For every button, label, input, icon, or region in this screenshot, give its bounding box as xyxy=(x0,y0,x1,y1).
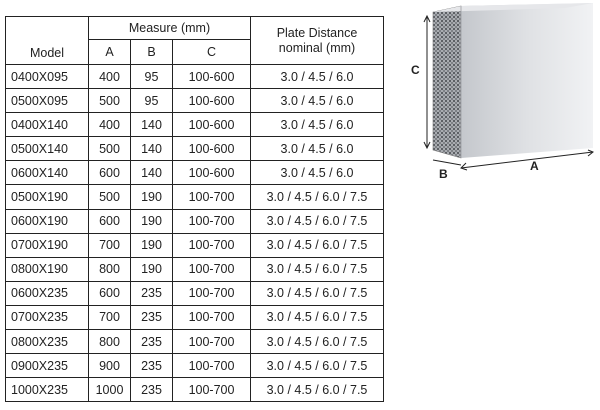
cell-plate: 3.0 / 4.5 / 6.0 xyxy=(251,161,384,185)
cell-model: 0700X235 xyxy=(6,305,89,329)
cell-model: 1000X235 xyxy=(6,378,89,402)
cell-a: 700 xyxy=(89,233,131,257)
table-row xyxy=(6,257,384,281)
cell-a: 600 xyxy=(89,209,131,233)
header-c: C xyxy=(173,40,251,65)
table-row xyxy=(6,65,384,89)
header-model: Model xyxy=(6,17,89,65)
cell-a: 600 xyxy=(89,161,131,185)
exchanger-body xyxy=(433,3,593,158)
cell-b: 235 xyxy=(131,281,173,305)
cell-model: 0700X190 xyxy=(6,233,89,257)
cell-a: 900 xyxy=(89,354,131,378)
cell-model: 0600X235 xyxy=(6,281,89,305)
cell-plate: 3.0 / 4.5 / 6.0 xyxy=(251,89,384,113)
cell-a: 500 xyxy=(89,89,131,113)
cell-a: 500 xyxy=(89,137,131,161)
cell-model: 0500X095 xyxy=(6,89,89,113)
table-row xyxy=(6,330,384,354)
cell-a: 800 xyxy=(89,330,131,354)
cell-a: 800 xyxy=(89,257,131,281)
cell-c: 100-700 xyxy=(173,378,251,402)
cell-b: 140 xyxy=(131,137,173,161)
cell-c: 100-700 xyxy=(173,233,251,257)
table-row xyxy=(6,137,384,161)
cell-a: 600 xyxy=(89,281,131,305)
cell-model: 0900X235 xyxy=(6,354,89,378)
header-plate-distance xyxy=(251,17,384,65)
cell-plate: 3.0 / 4.5 / 6.0 / 7.5 xyxy=(251,305,384,329)
table-body xyxy=(6,65,384,402)
cell-plate: 3.0 / 4.5 / 6.0 / 7.5 xyxy=(251,257,384,281)
table-row xyxy=(6,185,384,209)
cell-c: 100-700 xyxy=(173,209,251,233)
cell-plate: 3.0 / 4.5 / 6.0 xyxy=(251,137,384,161)
header-a: A xyxy=(89,40,131,65)
cell-b: 235 xyxy=(131,354,173,378)
cell-a: 400 xyxy=(89,113,131,137)
table-row xyxy=(6,233,384,257)
cell-c: 100-600 xyxy=(173,161,251,185)
header-plate-line2: nominal (mm) xyxy=(278,40,356,55)
cell-plate: 3.0 / 4.5 / 6.0 / 7.5 xyxy=(251,330,384,354)
cell-b: 235 xyxy=(131,378,173,402)
cell-plate: 3.0 / 4.5 / 6.0 / 7.5 xyxy=(251,354,384,378)
cell-model: 0600X190 xyxy=(6,209,89,233)
table-row xyxy=(6,89,384,113)
cell-b: 95 xyxy=(131,89,173,113)
cell-c: 100-700 xyxy=(173,305,251,329)
cell-b: 190 xyxy=(131,185,173,209)
cell-plate: 3.0 / 4.5 / 6.0 / 7.5 xyxy=(251,378,384,402)
cell-plate: 3.0 / 4.5 / 6.0 xyxy=(251,65,384,89)
cell-model: 0800X235 xyxy=(6,330,89,354)
cell-plate: 3.0 / 4.5 / 6.0 / 7.5 xyxy=(251,281,384,305)
dimensions-table xyxy=(5,16,384,402)
dimension-label-c: C xyxy=(411,63,420,77)
cell-b: 140 xyxy=(131,161,173,185)
cell-c: 100-700 xyxy=(173,354,251,378)
cell-model: 0800X190 xyxy=(6,257,89,281)
cell-b: 235 xyxy=(131,305,173,329)
cell-c: 100-700 xyxy=(173,185,251,209)
heat-exchanger-diagram xyxy=(405,0,600,200)
cell-a: 400 xyxy=(89,65,131,89)
table-row xyxy=(6,161,384,185)
cell-c: 100-600 xyxy=(173,89,251,113)
cell-plate: 3.0 / 4.5 / 6.0 / 7.5 xyxy=(251,185,384,209)
cell-b: 95 xyxy=(131,65,173,89)
header-plate-line1: Plate Distance xyxy=(276,25,358,40)
cell-model: 0400X095 xyxy=(6,65,89,89)
header-b: B xyxy=(131,40,173,65)
cell-plate: 3.0 / 4.5 / 6.0 / 7.5 xyxy=(251,209,384,233)
cell-b: 190 xyxy=(131,233,173,257)
cell-c: 100-600 xyxy=(173,65,251,89)
cell-c: 100-600 xyxy=(173,113,251,137)
table-row xyxy=(6,378,384,402)
table-row xyxy=(6,113,384,137)
cell-b: 235 xyxy=(131,330,173,354)
table-row xyxy=(6,354,384,378)
cell-c: 100-600 xyxy=(173,137,251,161)
table-row xyxy=(6,281,384,305)
cell-model: 0500X140 xyxy=(6,137,89,161)
cell-plate: 3.0 / 4.5 / 6.0 xyxy=(251,113,384,137)
cell-model: 0600X140 xyxy=(6,161,89,185)
cell-c: 100-700 xyxy=(173,257,251,281)
cell-model: 0400X140 xyxy=(6,113,89,137)
table-row xyxy=(6,305,384,329)
cell-plate: 3.0 / 4.5 / 6.0 / 7.5 xyxy=(251,233,384,257)
cell-a: 1000 xyxy=(89,378,131,402)
cell-b: 140 xyxy=(131,113,173,137)
cell-model: 0500X190 xyxy=(6,185,89,209)
cell-c: 100-700 xyxy=(173,281,251,305)
cell-b: 190 xyxy=(131,209,173,233)
cell-a: 500 xyxy=(89,185,131,209)
cell-c: 100-700 xyxy=(173,330,251,354)
cell-b: 190 xyxy=(131,257,173,281)
header-measure: Measure (mm) xyxy=(89,17,251,40)
table-row xyxy=(6,209,384,233)
cell-a: 700 xyxy=(89,305,131,329)
dimension-label-b: B xyxy=(439,167,448,181)
dimension-label-a: A xyxy=(530,159,539,173)
